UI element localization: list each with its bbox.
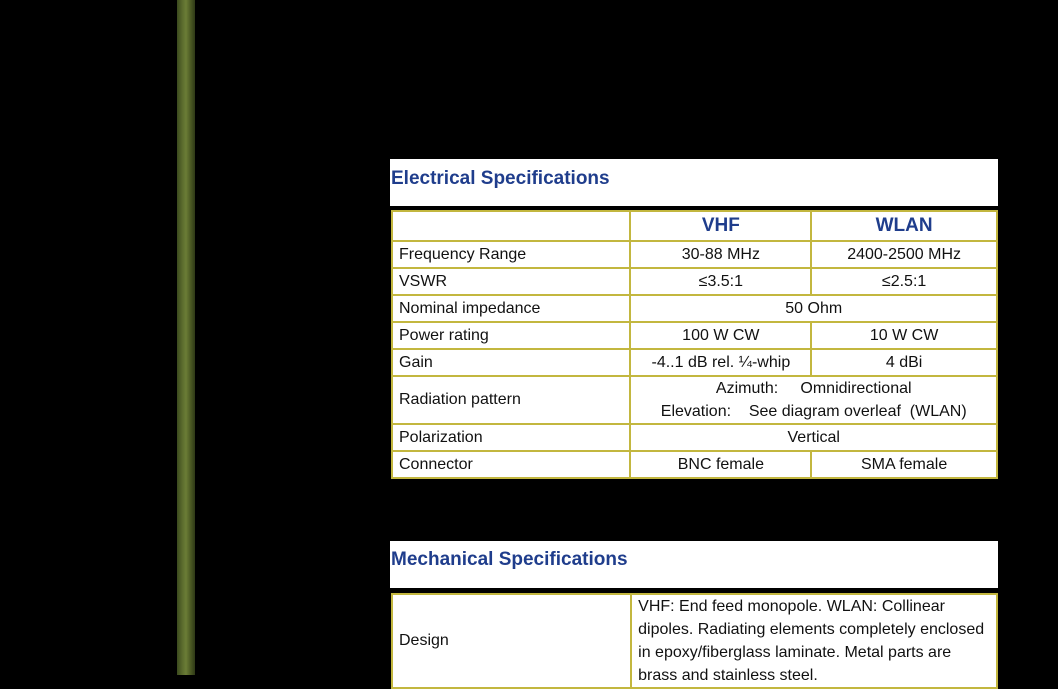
antenna-whip-image (177, 0, 195, 675)
elevation-line: Elevation: See diagram overleaf (WLAN) (660, 403, 967, 420)
table-header-row (392, 211, 997, 241)
row-label: VSWR (392, 268, 630, 295)
design-value: VHF: End feed monopole. WLAN: Collinear dipoles. Radiating elements completely enclosed in epoxy/fiberglass laminate. Metal parts are brass and stainless steel. (631, 594, 997, 688)
row-label: Connector (392, 451, 630, 478)
shared-value: Vertical (630, 424, 997, 451)
table-row (392, 241, 997, 268)
section-divider (390, 588, 998, 591)
table-row (392, 268, 997, 295)
wlan-value: 4 dBi (811, 349, 997, 376)
table-row (392, 349, 997, 376)
row-label: Radiation pattern (392, 376, 630, 424)
table-row (392, 424, 997, 451)
vhf-value: 30-88 MHz (630, 241, 811, 268)
row-label: Polarization (392, 424, 630, 451)
shared-value: 50 Ohm (630, 295, 997, 322)
vhf-value: BNC female (630, 451, 811, 478)
table-row (392, 594, 997, 688)
header-cell (392, 211, 630, 241)
wlan-value: 2400-2500 MHz (811, 241, 997, 268)
row-label: Nominal impedance (392, 295, 630, 322)
azimuth-line: Azimuth: Omnidirectional (715, 380, 912, 397)
wlan-value: SMA female (811, 451, 997, 478)
row-label: Design (392, 594, 631, 688)
table-row (392, 451, 997, 478)
section-divider (390, 206, 998, 209)
row-label: Gain (392, 349, 630, 376)
row-label: Power rating (392, 322, 630, 349)
mechanical-section-header (390, 541, 998, 591)
electrical-spec-table (391, 210, 998, 479)
radiation-pattern-value (630, 376, 997, 424)
header-cell-vhf: VHF (630, 211, 811, 241)
table-row (392, 295, 997, 322)
header-cell-wlan: WLAN (811, 211, 997, 241)
wlan-value: 10 W CW (811, 322, 997, 349)
vhf-value: ≤3.5:1 (630, 268, 811, 295)
wlan-value: ≤2.5:1 (811, 268, 997, 295)
vhf-value: 100 W CW (630, 322, 811, 349)
vhf-value: -4..1 dB rel. ¼-whip (630, 349, 811, 376)
electrical-title: Electrical Specifications (391, 168, 610, 189)
table-row (392, 322, 997, 349)
table-row (392, 376, 997, 424)
electrical-section-header (390, 159, 998, 209)
mechanical-title: Mechanical Specifications (391, 549, 628, 570)
row-label: Frequency Range (392, 241, 630, 268)
